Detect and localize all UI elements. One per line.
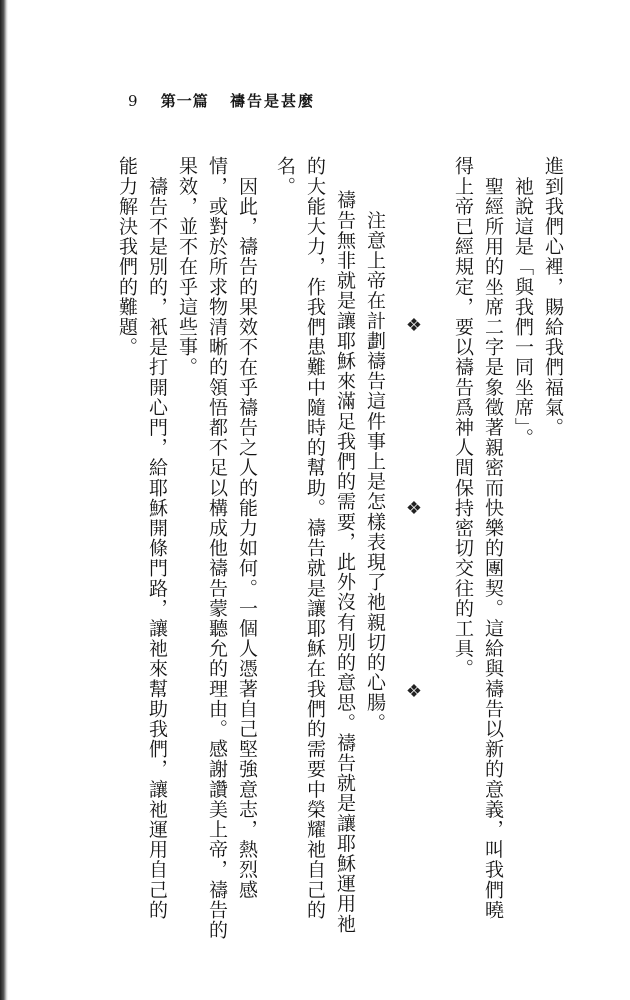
text-column: 聖經所用的坐席二字是象徵著親密而快樂的團契。這給與禱告以新的意義，叫我們曉 <box>482 156 504 920</box>
ornament-icon: ❖ <box>405 315 423 336</box>
text-column: 進到我們心裡，賜給我們福氣。 <box>542 156 564 438</box>
ornament-icon: ❖ <box>405 498 423 519</box>
page-number: 9 <box>128 92 138 110</box>
text-column: 名。 <box>274 156 296 197</box>
text-column: 因此，禱告的果效不在乎禱告之人的能力如何。一個人憑著自己堅強意志，熱烈感 <box>236 156 258 900</box>
running-header <box>128 90 315 111</box>
text-column: 注意上帝在計劃禱告這件事上是怎樣表現了祂親切的心腸。 <box>364 190 386 733</box>
text-column: 情，或對於所求物清晰的領悟都不足以構成他禱告蒙聽允的理由。感謝讚美上帝，禱告的 <box>206 156 228 940</box>
chapter-title: 禱告是甚麼 <box>230 92 316 110</box>
text-column: 能力解決我們的難題。 <box>116 156 138 357</box>
text-column: 得上帝已經規定，要以禱告爲神人間保持密切交往的工具。 <box>452 156 474 679</box>
text-column: 果效，並不在乎這些事。 <box>176 156 198 378</box>
section-label: 第一篇 <box>160 92 209 110</box>
text-column: 禱告不是別的，衹是打開心門，給耶穌開條門路，讓祂來幫助我們，讓祂運用自己的 <box>146 156 168 920</box>
text-column: 的大能大力，作我們患難中隨時的幫助。禱告就是讓耶穌在我們的需要中榮耀祂自己的 <box>304 156 326 920</box>
text-column: 禱告無非就是讓耶穌來滿足我們的需要，此外沒有別的意思。禱告就是讓耶穌運用祂 <box>334 190 356 934</box>
text-column: 祂說這是「與我們一同坐席」。 <box>512 156 534 448</box>
page-edge-shadow <box>0 0 8 1000</box>
ornament-icon: ❖ <box>405 681 423 702</box>
